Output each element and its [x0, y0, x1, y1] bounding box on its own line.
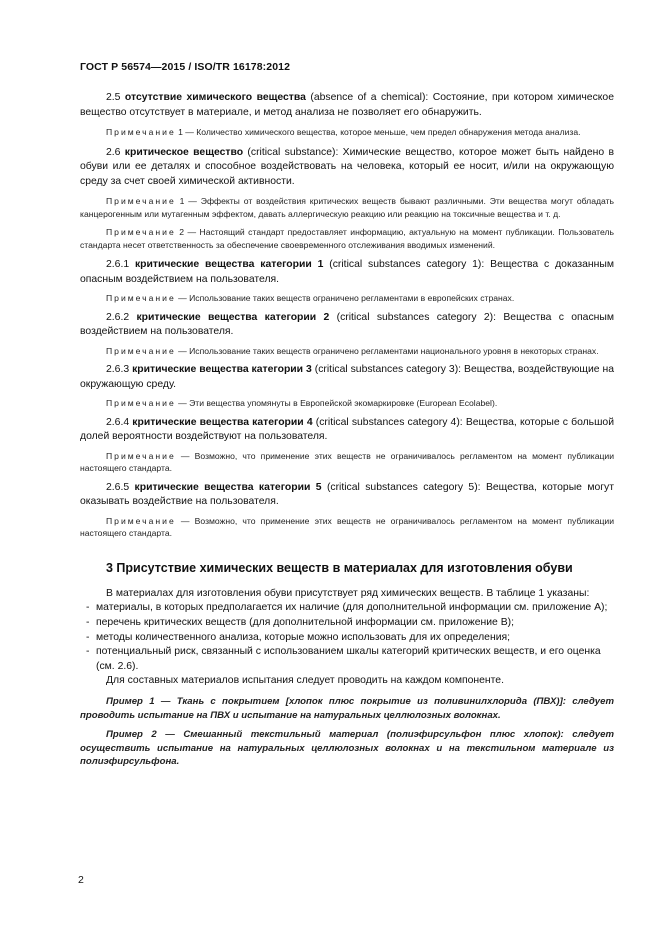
list-item-text: перечень критических веществ (для дополнительной информации см. приложение В); [96, 616, 514, 628]
note [80, 345, 614, 357]
clause-number: 2.5 [106, 92, 125, 103]
clause-2-6-1 [80, 258, 614, 287]
clause-number: 2.6.1 [106, 259, 135, 270]
note-label: Примечание [106, 196, 176, 207]
note-label: Примечание [106, 398, 176, 409]
definition: (critical substances category 4): Вещества, которые с большой долей вероятности воздействуют на пользователя. [80, 416, 615, 443]
definition: (critical substance): Химические вещество, которое может быть найдено в обуви или ее деталях и способное воздействовать на человека, который ее носит, и/или на окружающую среду за счет своей химической активности. [80, 146, 614, 187]
clause-2-5 [80, 91, 614, 120]
section-heading: 3 Присутствие химических веществ в материалах для изготовления обуви [106, 560, 573, 575]
section-intro: В материалах для изготовления обуви присутствует ряд химических веществ. В таблице 1 указаны: [106, 587, 590, 599]
note-text: 1 — Эффекты от воздействия критических веществ бывают различными. Эти вещества могут обладать канцерогенным или мутагенным эффектом, давать аллергическую реакцию или реакцию на токсичные вещества и т. д. [80, 196, 614, 219]
note [80, 515, 614, 540]
clause-2-6-5 [80, 481, 614, 510]
note-text: — Использование таких веществ ограничено регламентами в европейских странах. [175, 293, 515, 304]
list-item: - методы количественного анализа, которые можно использовать для их определения; [86, 631, 511, 643]
clause-number: 2.6.3 [106, 364, 133, 376]
note-text: — Возможно, что применение этих веществ не ограничивалось регламентом на момент публикации настоящего стандарта. [80, 515, 614, 539]
note-label: Примечание [106, 127, 176, 138]
term: критические вещества категории 3 [132, 364, 312, 376]
example-text: — Ткань с покрытием [хлопок плюс покрытие из поливинилхлорида (ПВХ)]: следует проводить испытание на ПВХ и испытание на натуральных целлюлозных волокнах. [80, 695, 615, 721]
list-item: - потенциальный риск, связанный с использованием шкалы категорий критических веществ, и его оценка (см. 2.6). [86, 646, 601, 672]
clause-2-6-3 [80, 363, 614, 392]
term: критическое вещество [124, 146, 244, 158]
note-label: Примечание [106, 293, 176, 304]
document-body [80, 91, 614, 769]
term: отсутствие химического вещества [124, 92, 306, 103]
note-label: Примечание [106, 450, 176, 461]
note-text: — Возможно, что применение этих веществ не ограничивалось регламентом на момент публикации настоящего стандарта. [80, 450, 614, 474]
example-label: Пример 2 [106, 729, 157, 741]
example-text: — Смешанный текстильный материал (полиэфирсульфон плюс хлопок): следует осуществить испытание на натуральных целлюлозных волокнах и на текстильном материале из полиэфирсульфона. [80, 729, 614, 768]
note-label: Примечание [106, 227, 176, 238]
section-outro: Для составных материалов испытания следует проводить на каждом компоненте. [106, 675, 504, 687]
list-item-text: методы количественного анализа, которые можно использовать для их определения; [96, 631, 511, 643]
document-header: ГОСТ Р 56574—2015 / ISO/TR 16178:2012 [80, 61, 291, 73]
term: критические вещества категории 4 [132, 416, 313, 428]
note-text: — Использование таких веществ ограничено регламентами национального уровня в некоторых странах. [175, 345, 599, 356]
list-item: - перечень критических веществ (для дополнительной информации см. приложение В); [86, 616, 514, 628]
clause-2-6 [80, 146, 614, 190]
term: критические вещества категории 2 [136, 311, 330, 323]
clause-2-6-4 [80, 416, 614, 445]
definition: (absence of a chemical): Состояние, при котором химическое вещество отсутствует в материале, и метод анализа не позволяет его обнаружить. [80, 92, 614, 118]
definition: (critical substances category 2): Вещества с опасным воздействием на пользователя. [80, 311, 614, 338]
clause-number: 2.6.2 [106, 311, 137, 323]
example-label: Пример 1 [106, 695, 155, 707]
definition: (critical substances category 3): Вещества, воздействующие на окружающую среду. [80, 364, 614, 390]
note [80, 292, 614, 304]
list-item-text: материалы, в которых предполагается их наличие (для дополнительной информации см. приложение А); [96, 602, 608, 614]
list-item: - материалы, в которых предполагается их наличие (для дополнительной информации см. приложение А); [86, 602, 608, 614]
definition: (critical substances category 1): Вещества с доказанным опасным воздействием на пользователя. [80, 259, 615, 285]
note-text: 2 — Настоящий стандарт предоставляет информацию, актуальную на момент публикации. Пользователь стандарта несет ответственность за обеспечение своевременного отслеживания вводимых изменений. [80, 227, 614, 250]
clause-number: 2.6 [106, 146, 125, 158]
note [80, 126, 614, 138]
list-item-text: потенциальный риск, связанный с использованием шкалы категорий критических веществ, и его оценка (см. 2.6). [96, 646, 601, 672]
definition: (critical substances category 5): Вещества, которые могут оказывать воздействие на пользователя. [80, 481, 615, 508]
clause-number: 2.6.4 [106, 416, 133, 428]
note [80, 450, 614, 475]
page-number: 2 [78, 874, 84, 886]
clause-number: 2.6.5 [106, 481, 135, 493]
note [80, 226, 614, 251]
note [80, 195, 614, 220]
note-text: — Эти вещества упомянуты в Европейской экомаркировке (European Ecolabel). [175, 398, 498, 409]
example-1 [80, 695, 614, 722]
note-label: Примечание [106, 515, 176, 526]
term: критические вещества категории 5 [134, 481, 322, 493]
note-text: 1 — Количество химического вещества, которое меньше, чем предел обнаружения метода анализа. [175, 127, 581, 138]
clause-2-6-2 [80, 311, 614, 340]
note [80, 397, 614, 409]
term: критические вещества категории 1 [134, 259, 324, 270]
note-label: Примечание [106, 345, 176, 356]
example-2 [80, 728, 614, 769]
